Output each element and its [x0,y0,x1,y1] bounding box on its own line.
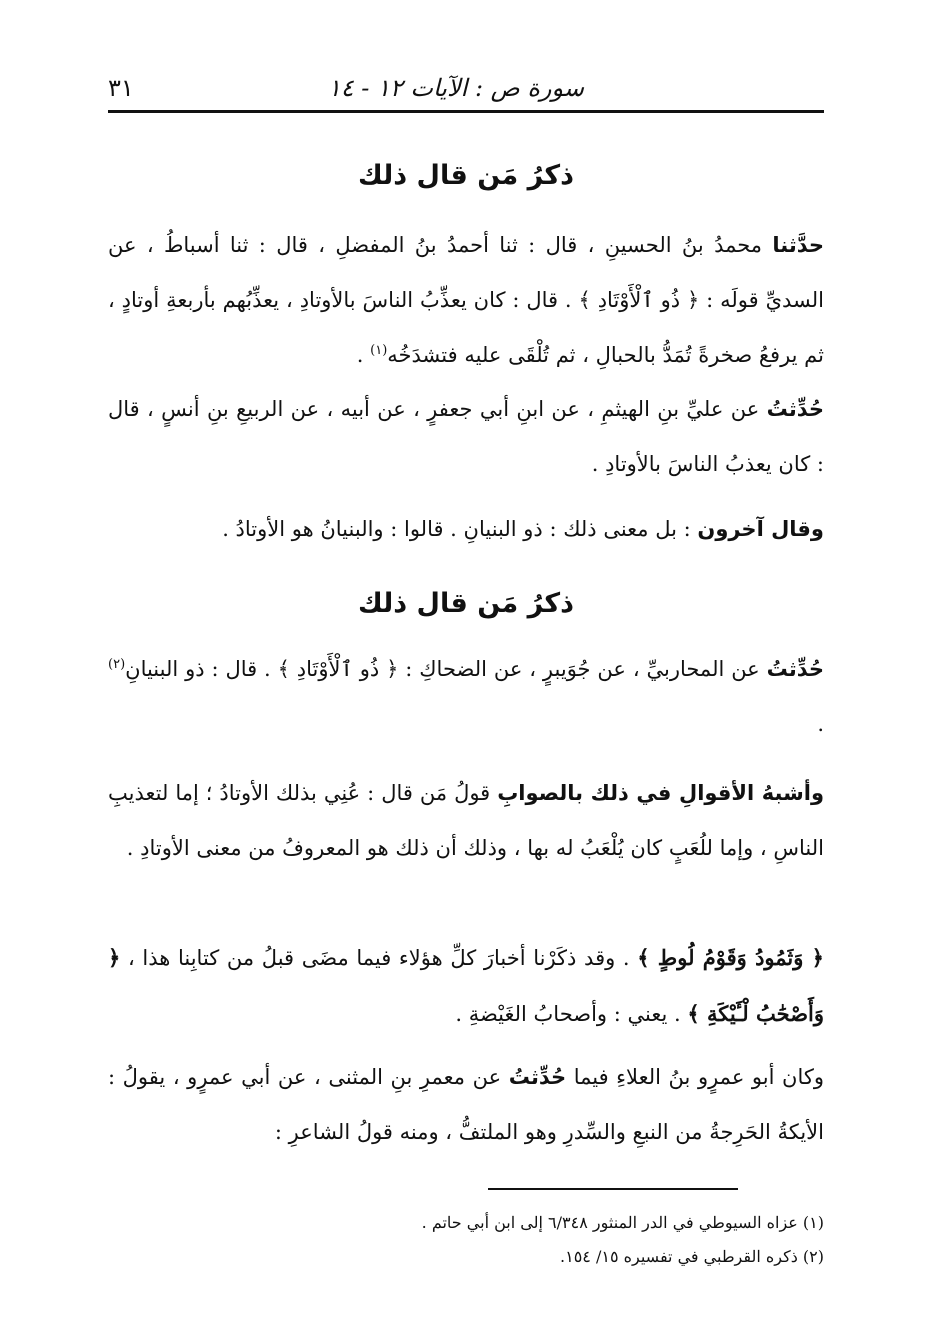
paragraph-2 [108,382,824,492]
paragraph-7-lead: حُدِّثتُ [508,1065,567,1089]
paragraph-7-text-2: عن معمرِ بنِ المثنى ، عن أبي عمرٍو ، يقولُ : الأيكةُ الحَرِجةُ من النبعِ والسِّدرِ وهو الملتفُّ ، ومنه قولُ الشاعرِ : [108,1065,824,1144]
footnote-ref-1: (١) [370,343,388,358]
running-title: سورة ص : الآيات ١٢ - ١٤ [327,74,584,102]
paragraph-3-lead: وقال آخرون [697,517,824,541]
footnote-ref-2: (٢) [108,657,126,672]
paragraph-5-lead: وأشبهُ الأقوالِ في ذلك بالصوابِ [497,781,824,805]
paragraph-6-text-1: . وقد ذكَرْنا أخبارَ كلِّ هؤلاء فيما مضَى قبلُ من كتابِنا هذا ، [120,946,638,970]
quran-quote-1: ﴿ وَثَمُودُ وَقَوْمُ لُوطٍ ﴾ [637,945,824,970]
footnote-2: (٢) ذكره القرطبي في تفسيره ١٥/ ١٥٤. [560,1247,824,1266]
paragraph-5-text: قولُ مَن قال : عُنِي بذلك الأوتادُ ؛ إما لتعذيبِ الناسِ ، وإما للُعَبٍ كان يُلْعَبُ له بها ، وذلك أن ذلك هو المعروفُ من معنى الأوتادِ . [108,781,824,860]
paragraph-2-text: عن عليِّ بنِ الهيثمِ ، عن ابنِ أبي جعفرٍ ، عن أبيه ، عن الربيعِ بنِ أنسٍ ، قال : كان يعذبُ الناسَ بالأوتادِ . [108,397,824,476]
paragraph-6-text-2: . يعني : وأصحابُ الغَيْضةِ . [455,1002,688,1026]
section-heading-2: ذكرُ مَن قال ذلك [358,588,574,619]
header-rule [108,110,824,113]
paragraph-4-end: . [817,712,824,736]
paragraph-2-lead: حُدِّثتُ [766,397,824,421]
paragraph-6 [108,930,824,1042]
footnote-rule [488,1188,738,1190]
running-header [108,68,824,108]
quran-quote-2: ﴿ وَأَصْحَٰبُ لْـَٔيْكَةِ ﴾ [108,945,824,1026]
paragraph-7 [108,1050,824,1160]
paragraph-4 [108,642,824,752]
paragraph-1-end: . [356,343,371,367]
paragraph-4-lead: حُدِّثتُ [766,657,824,681]
paragraph-3-text: : بل معنى ذلك : ذو البنيانِ . قالوا : والبنيانُ هو الأوتادُ . [222,517,698,541]
paragraph-1-lead: حدَّثنا [772,233,824,257]
page-number: ٣١ [108,74,134,102]
section-heading-1: ذكرُ مَن قال ذلك [358,160,574,191]
paragraph-5 [108,766,824,876]
paragraph-4-text: عن المحاربيِّ ، عن جُوَيبرٍ ، عن الضحاكِ : ﴿ ذُو ٱلْأَوْتَادِ ﴾ . قال : ذو البنيانِ [125,657,767,681]
footnote-1: (١) عزاه السيوطي في الدر المنثور ٦/٣٤٨ إلى ابن أبي حاتم . [421,1213,824,1232]
paragraph-3 [108,502,824,557]
paragraph-7-text-1: وكان أبو عمرٍو بنُ العلاءِ فيما [566,1065,824,1089]
book-page [108,60,824,1300]
paragraph-1-text: محمدُ بنُ الحسينِ ، قال : ثنا أحمدُ بنُ المفضلِ ، قال : ثنا أسباطُ ، عن السديِّ قولَه : ﴿ ذُو ٱلْأَوْتَادِ ﴾ . قال : كان يعذِّبُ الناسَ بالأوتادِ ، يعذِّبُهم بأربعةِ أوتادٍ ، ثم يرفعُ صخرةً تُمَدُّ بالحبالِ ، ثم تُلْقَى عليه فتشدَخُه [108,233,824,367]
paragraph-1 [108,218,824,383]
